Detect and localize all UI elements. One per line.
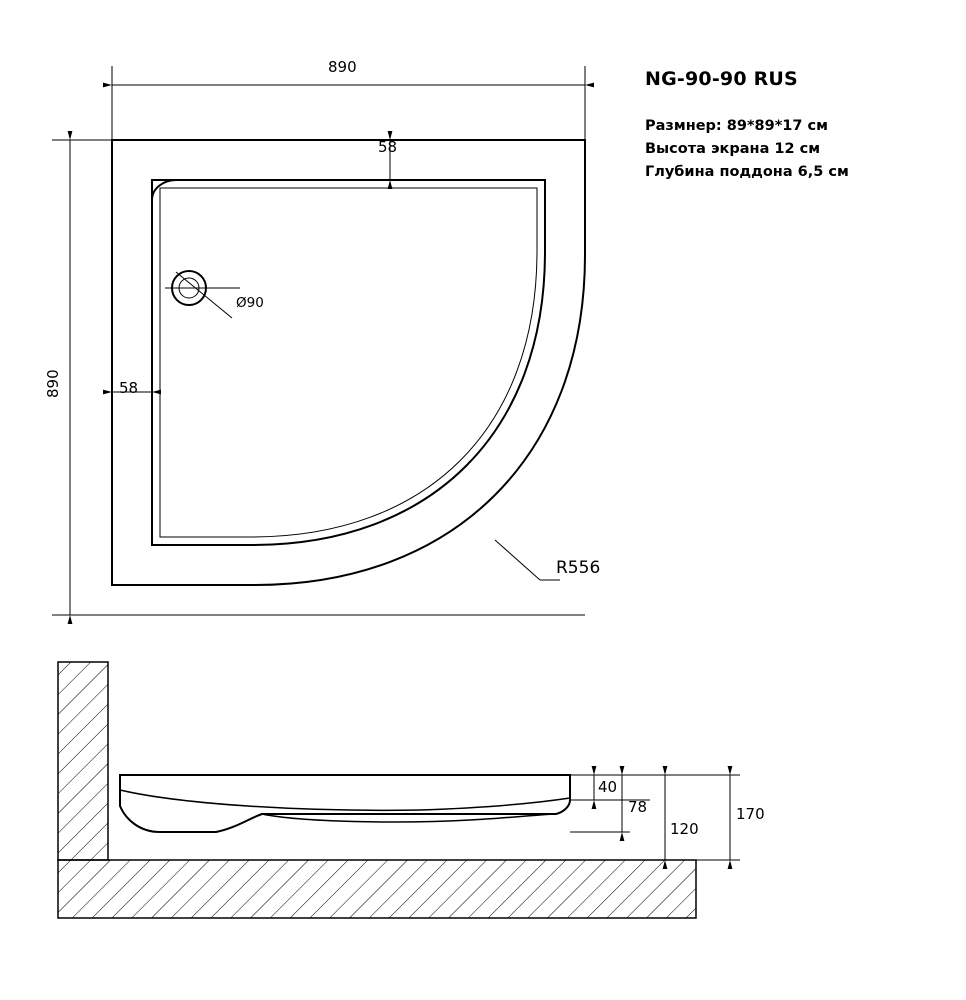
dim-label-width-890: 890 [328,58,357,76]
dim-label-offset-left-58: 58 [119,379,139,397]
spec-size: Размнер: 89*89*17 см [645,118,828,134]
product-title: NG-90-90 RUS [645,68,798,90]
dim-label-tray-height-78: 78 [628,798,648,816]
title-block [645,68,945,187]
spec-screen-height: Высота экрана 12 см [645,141,821,157]
dim-label-lip-40: 40 [598,778,618,796]
dim-label-height-890: 890 [44,369,62,398]
spec-tray-depth: Глубина поддона 6,5 см [645,164,849,180]
dim-label-radius-r556: R556 [556,558,601,578]
dim-label-screen-height-120: 120 [670,820,699,838]
top-view-group [52,66,585,615]
dim-label-drain-diameter: Ø90 [236,295,264,311]
dim-label-offset-top-58: 58 [378,138,398,156]
section-view-group [58,662,740,918]
dim-label-total-height-170: 170 [736,805,765,823]
